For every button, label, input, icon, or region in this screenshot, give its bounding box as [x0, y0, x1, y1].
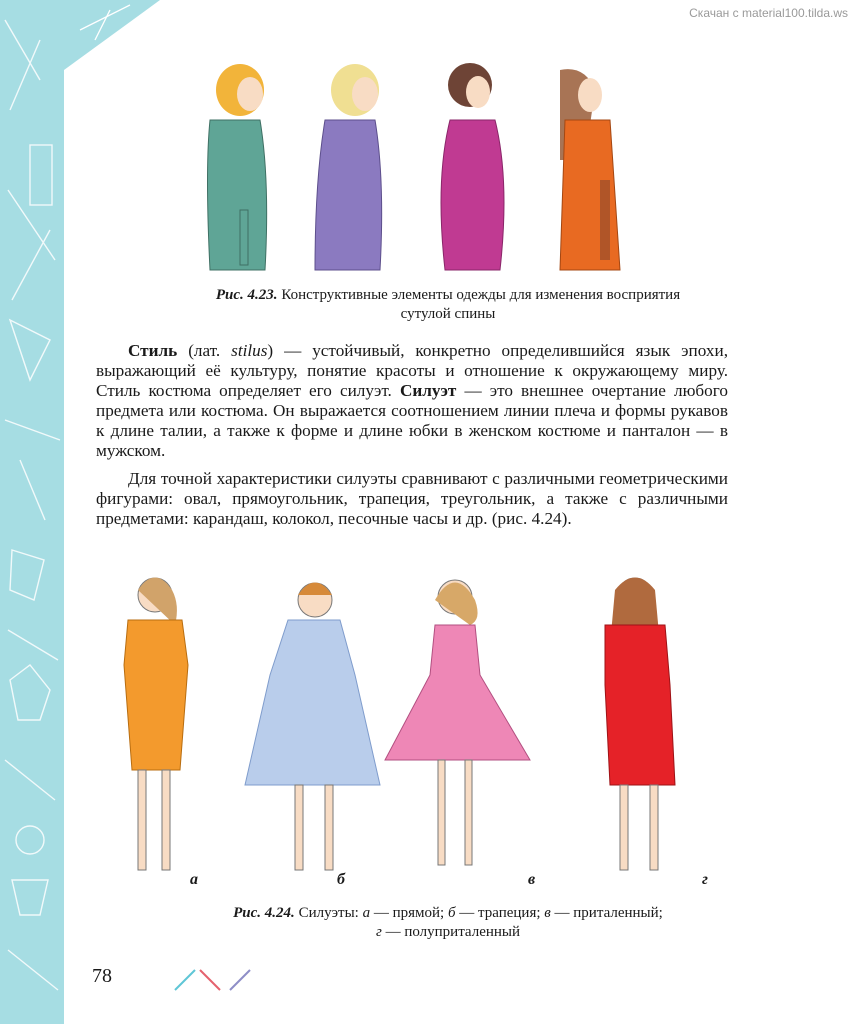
caption-letter: б [447, 905, 456, 921]
caption-label: Рис. 4.23. [215, 287, 278, 303]
caption-text: Силуэты: [298, 905, 363, 921]
figure-4-23-illustration [180, 60, 650, 275]
text-segment: — это внешнее очертание любого предмета или костюма. Он выражается соотношением линии плеча и формы рукавов к длине талии, а также к форме и длине юбки в женском костюме и панталон — в мужском. [96, 381, 728, 460]
text-segment: (лат. [177, 341, 232, 360]
decorative-sidebar [0, 0, 64, 1024]
corner-decoration [0, 0, 160, 75]
silhouette-straight [124, 578, 188, 871]
silhouette-fitted [385, 580, 530, 865]
figure-4-24-illustration [110, 565, 730, 895]
silhouette-trapezoid [245, 583, 380, 871]
paragraph-style-definition [96, 341, 728, 461]
silhouette-semi-fitted [605, 578, 675, 871]
watermark: Скачан с material100.tilda.ws [689, 6, 848, 20]
caption-text: Конструктивные элементы одежды для изменения восприятия [281, 287, 681, 303]
paragraph-silhouette-comparison: Для точной характеристики силуэты сравнивают с различными геометрическими фигурами: овал, прямоугольник, трапеция, треугольник, а также с различными предметами: карандаш, колокол, песочные часы и др. (рис. 4.24). [96, 469, 728, 528]
page-decoration-icon [170, 965, 260, 995]
figure-4-24-caption [96, 904, 800, 942]
latin-term: stilus [231, 341, 268, 360]
geometric-pattern-icon [0, 0, 64, 1024]
caption-letter: г [375, 924, 382, 940]
caption-item: — прямой; [370, 905, 448, 921]
caption-letter: а [362, 905, 371, 921]
term-style: Стиль [128, 341, 178, 360]
term-silhouette: Силуэт [399, 381, 457, 400]
figure-4-23-woman-2 [315, 64, 382, 270]
text-segment: ) — устойчивый, конкретно определившийся язык эпохи, выражающий её культуру, понятие красоты и отношение к окружающему миру. Стиль костюма определяет его силуэт. [96, 341, 728, 400]
caption-label: Рис. 4.24. [233, 905, 295, 921]
caption-item: — трапеция; [455, 905, 545, 921]
figure-letter-g: г [702, 871, 708, 888]
caption-item: — приталенный; [550, 905, 663, 921]
figure-letter-b: б [337, 871, 345, 888]
figure-4-23-caption [96, 286, 800, 324]
figure-4-23-woman-4 [560, 69, 620, 270]
caption-letter: в [544, 905, 551, 921]
caption-text-line2: сутулой спины [400, 306, 496, 322]
page-number: 78 [92, 965, 112, 987]
figure-4-23-woman-3 [441, 63, 504, 270]
figure-4-23-woman-1 [208, 64, 267, 270]
caption-item: — полуприталенный [381, 924, 521, 940]
figure-letter-a: а [190, 871, 198, 888]
figure-letter-v: в [528, 871, 536, 888]
